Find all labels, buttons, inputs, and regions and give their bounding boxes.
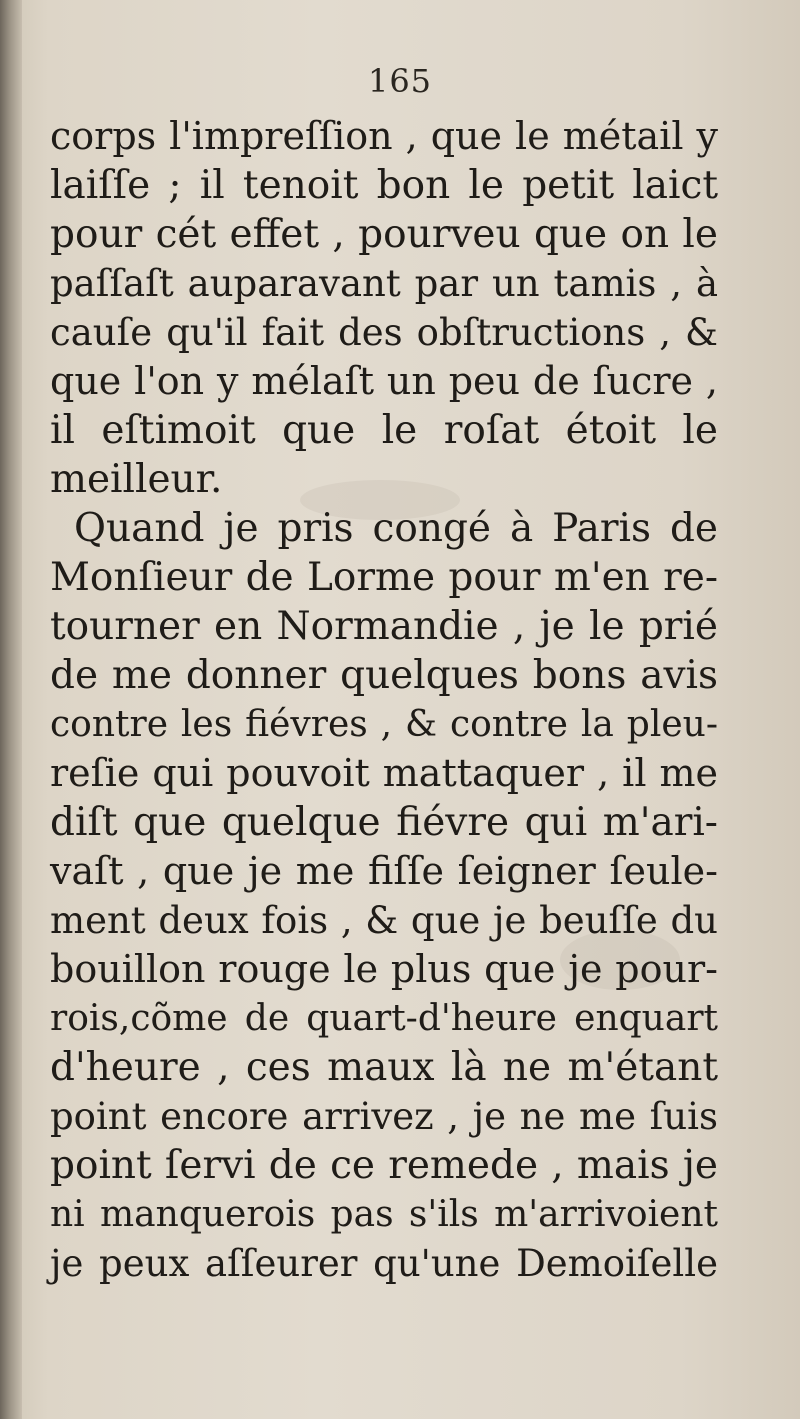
text-line: de me donner quelques bons avis (50, 653, 718, 698)
text-line: cauſe qu'il fait des obſtructions , & (50, 311, 718, 354)
paragraph-start-line: Quand je pris congé à Paris de (74, 506, 718, 551)
text-line: vaſt , que je me fiſſe ſeigner ſeule- (50, 849, 718, 893)
text-line: Monſieur de Lorme pour m'en re- (50, 555, 718, 600)
text-line: pour cét effet , pourveu que on le (50, 212, 718, 257)
text-line: rois,cõme de quart-d'heure enquart (50, 998, 718, 1039)
text-line: ni manquerois pas s'ils m'arrivoient (50, 1194, 718, 1235)
text-line: contre les fiévres , & contre la pleu- (50, 704, 718, 745)
text-line: que l'on y mélaſt un peu de ſucre , (50, 359, 718, 403)
page-number: 165 (367, 62, 433, 100)
text-line: d'heure , ces maux là ne m'étant (50, 1045, 718, 1090)
body-text (50, 112, 718, 1288)
text-line: ment deux fois , & que je beuſſe du (50, 899, 718, 942)
text-line: tourner en Normandie , je le prié (50, 604, 718, 649)
page-binding-edge (0, 0, 22, 1419)
text-line: paſſaſt auparavant par un tamis , à (50, 262, 718, 305)
paragraph-end-line: meilleur. (50, 457, 223, 502)
text-line: reſie qui pouvoit mattaquer , il me (50, 751, 718, 795)
text-line: point ſervi de ce remede , mais je (50, 1143, 718, 1188)
text-line: point encore arrivez , je ne me ſuis (50, 1095, 718, 1138)
text-line: diſt que quelque fiévre qui m'ari- (50, 800, 718, 845)
text-line: il eſtimoit que le roſat étoit le (50, 408, 718, 453)
text-line: bouillon rouge le plus que je pour- (50, 947, 718, 991)
text-line: laiſſe ; il tenoit bon le petit laict (50, 163, 718, 208)
text-line: je peux aſſeurer qu'une Demoiſelle (50, 1242, 718, 1285)
text-line: corps l'impreſſion , que le métail y (50, 114, 718, 158)
